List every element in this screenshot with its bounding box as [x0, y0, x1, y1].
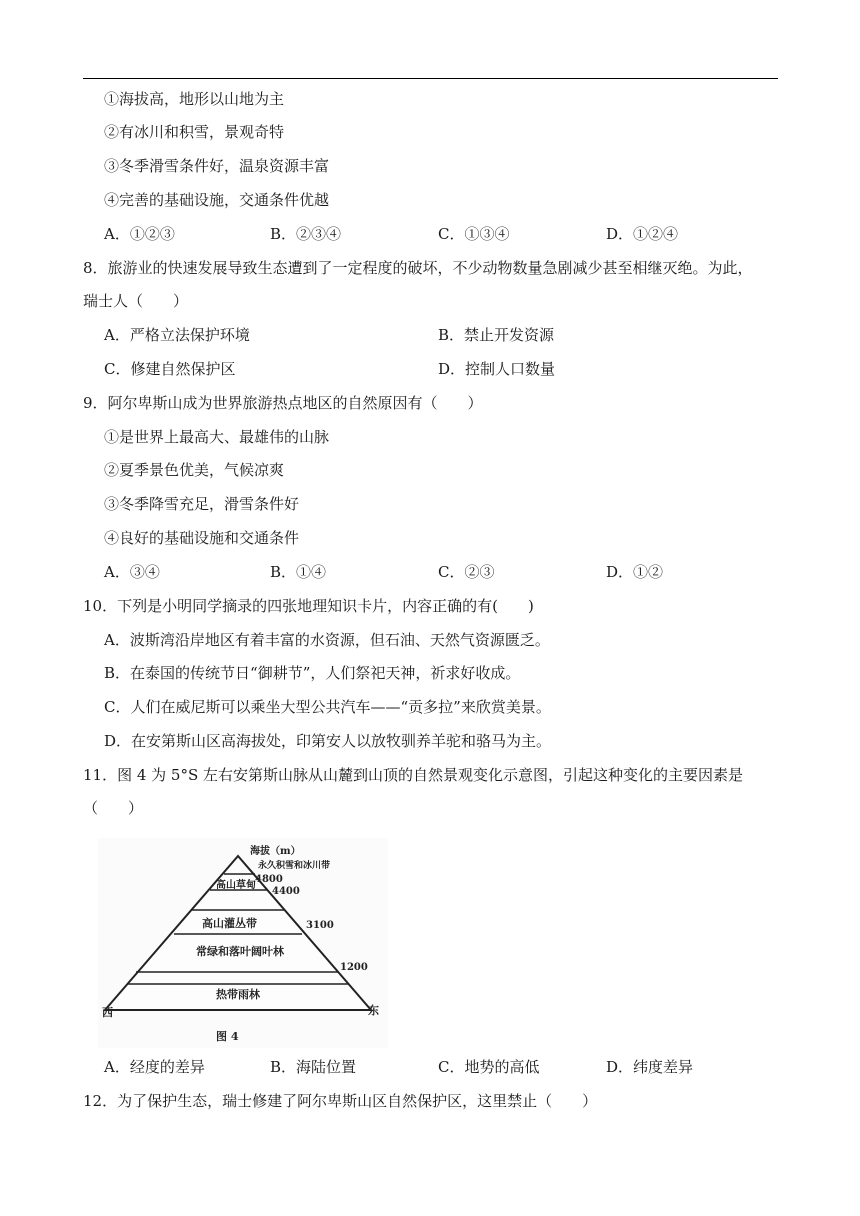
q7-item-4: ④完善的基础设施，交通条件优越 — [104, 191, 330, 209]
figure-4-andes-zonation — [98, 838, 388, 1048]
q7-item-3: ③冬季滑雪条件好，温泉资源丰富 — [104, 157, 330, 175]
q11-option-c[interactable]: C．地势的高低 — [438, 1058, 540, 1076]
q11-stem-line1: 11．图 4 为 5°S 左右安第斯山脉从山麓到山顶的自然景观变化示意图，引起这种变化的主要因素是 — [83, 766, 744, 784]
zone-snow: 永久积雪和冰川带 — [258, 861, 331, 871]
zonation-diagram — [98, 838, 388, 1048]
q7-item-2: ②有冰川和积雪，景观奇特 — [104, 123, 285, 141]
q8-stem-line2: 瑞士人（ ） — [83, 292, 189, 310]
q9-stem: 9．阿尔卑斯山成为世界旅游热点地区的自然原因有（ ） — [83, 394, 483, 412]
q8-option-d[interactable]: D．控制人口数量 — [438, 360, 556, 378]
q11-option-d[interactable]: D．纬度差异 — [606, 1058, 694, 1076]
zone-rainforest: 热带雨林 — [216, 988, 260, 1001]
q10-option-a[interactable]: A．波斯湾沿岸地区有着丰富的水资源，但石油、天然气资源匮乏。 — [104, 631, 550, 649]
q9-item-3: ③冬季降雪充足，滑雪条件好 — [104, 495, 300, 513]
q7-option-b[interactable]: B．②③④ — [270, 225, 342, 243]
q8-stem-line1: 8．旅游业的快速发展导致生态遭到了一定程度的破坏，不少动物数量急剧减少甚至相继灭绝。为此， — [83, 259, 753, 277]
q7-item-1: ①海拔高，地形以山地为主 — [104, 90, 285, 108]
q11-option-b[interactable]: B．海陆位置 — [270, 1058, 357, 1076]
elev-1200: 1200 — [340, 962, 368, 973]
q8-option-b[interactable]: B．禁止开发资源 — [438, 326, 555, 344]
label-east: 东 — [368, 1004, 379, 1017]
q8-option-a[interactable]: A．严格立法保护环境 — [104, 326, 250, 344]
q9-option-b[interactable]: B．①④ — [270, 563, 327, 581]
zone-shrub: 高山灌丛带 — [202, 917, 257, 930]
header-rule — [83, 78, 778, 79]
zone-meadow: 高山草甸 — [216, 880, 256, 891]
elev-3100: 3100 — [306, 920, 334, 931]
q10-option-b[interactable]: B．在泰国的传统节日“御耕节”，人们祭祀天神，祈求好收成。 — [104, 664, 521, 682]
q11-option-a[interactable]: A．经度的差异 — [104, 1058, 205, 1076]
label-west: 西 — [102, 1006, 113, 1019]
q7-option-a[interactable]: A．①②③ — [104, 225, 175, 243]
q7-option-d[interactable]: D．①②④ — [606, 225, 679, 243]
elev-4800: 4800 — [255, 874, 283, 885]
q8-option-c[interactable]: C．修建自然保护区 — [104, 360, 236, 378]
q10-option-c[interactable]: C．人们在威尼斯可以乘坐大型公共汽车——“贡多拉”来欣赏美景。 — [104, 698, 551, 716]
q10-option-d[interactable]: D．在安第斯山区高海拔处，印第安人以放牧驯养羊驼和骆马为主。 — [104, 732, 552, 750]
zone-forest: 常绿和落叶阔叶林 — [196, 945, 284, 958]
axis-label: 海拔（m） — [250, 846, 301, 857]
q7-option-c[interactable]: C．①③④ — [438, 225, 510, 243]
elev-4400: 4400 — [272, 886, 300, 897]
q9-option-c[interactable]: C．②③ — [438, 563, 495, 581]
q12-stem: 12．为了保护生态，瑞士修建了阿尔卑斯山区自然保护区，这里禁止（ ） — [83, 1092, 598, 1110]
q10-stem: 10．下列是小明同学摘录的四张地理知识卡片，内容正确的有( ) — [83, 597, 534, 615]
q9-option-a[interactable]: A．③④ — [104, 563, 160, 581]
q9-option-d[interactable]: D．①② — [606, 563, 664, 581]
q11-stem-line2: （ ） — [83, 799, 144, 817]
q9-item-1: ①是世界上最高大、最雄伟的山脉 — [104, 428, 330, 446]
q9-item-4: ④良好的基础设施和交通条件 — [104, 529, 300, 547]
q9-item-2: ②夏季景色优美，气候凉爽 — [104, 461, 285, 479]
figure-caption: 图 4 — [216, 1030, 239, 1043]
